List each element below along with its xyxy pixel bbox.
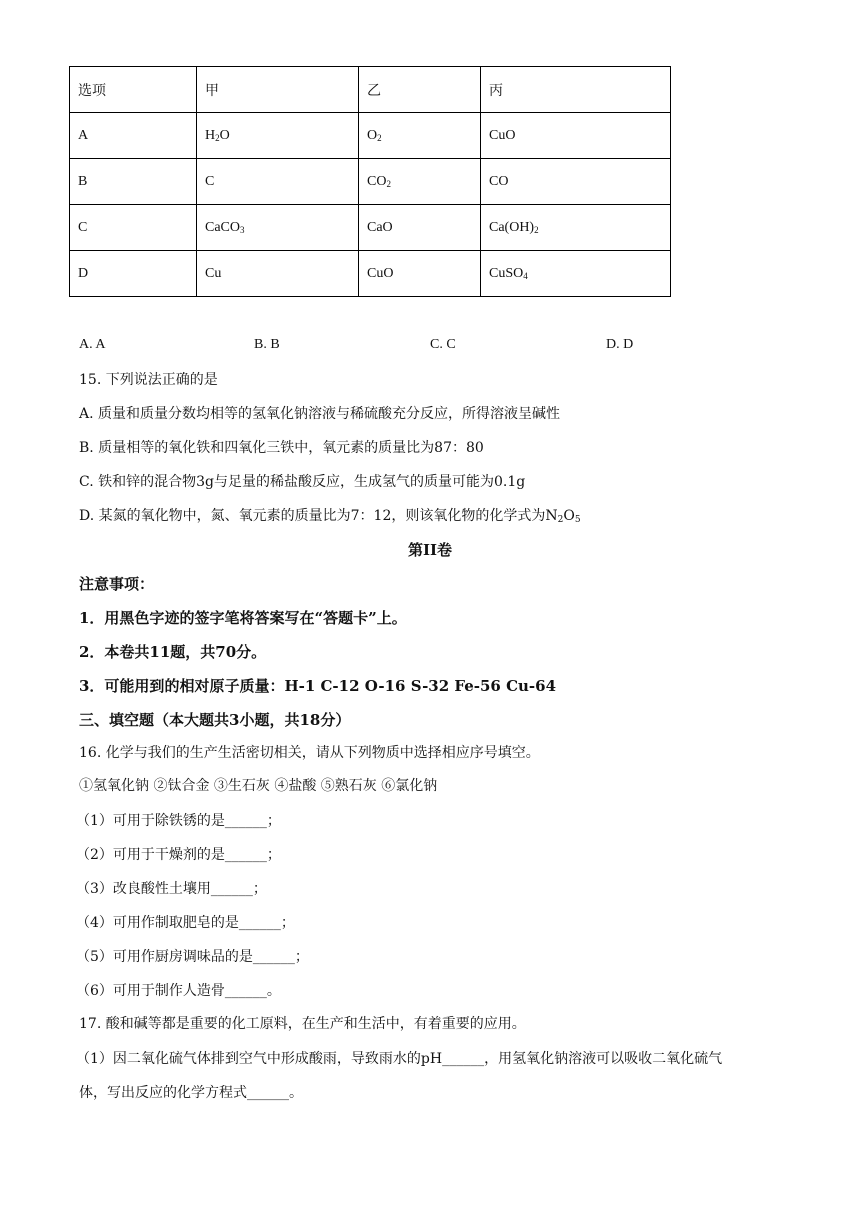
- q17-stem: 17. 酸和碱等都是重要的化工原料，在生产和生活中，有着重要的应用。: [79, 1016, 526, 1032]
- q16-subquestion: （6）可用于制作人造骨______。: [76, 983, 281, 999]
- table-header-cell: 丙: [481, 67, 671, 113]
- formula-subscript: 2: [377, 132, 382, 143]
- formula-part: CaCO: [205, 219, 240, 235]
- table-cell: CaO: [359, 205, 481, 251]
- formula-part: H: [205, 127, 216, 143]
- table-header-cell: 选项: [70, 67, 197, 113]
- q16-choices: ①氢氧化钠 ②钛合金 ③生石灰 ④盐酸 ⑤熟石灰 ⑥氯化钠: [79, 778, 438, 794]
- formula-part: O: [367, 127, 378, 143]
- table-cell: C: [70, 205, 197, 251]
- table-cell: [197, 113, 359, 159]
- formula-part: O: [219, 127, 230, 143]
- table-row: [70, 113, 671, 159]
- table-cell: Cu: [197, 251, 359, 297]
- formula-part: CuSO: [489, 265, 524, 281]
- table-cell: [197, 205, 359, 251]
- table-header-cell: 乙: [359, 67, 481, 113]
- q15-stem: 15. 下列说法正确的是: [79, 372, 218, 388]
- table-cell: A: [70, 113, 197, 159]
- table-cell: [359, 159, 481, 205]
- formula-subscript: 2: [557, 515, 564, 525]
- table-cell: [359, 113, 481, 159]
- q16-subquestion: （5）可用作厨房调味品的是______；: [76, 949, 309, 965]
- formula-subscript: 3: [240, 224, 245, 235]
- formula-subscript: 4: [523, 270, 528, 281]
- q16-subquestion: （1）可用于除铁锈的是______；: [76, 813, 281, 829]
- q15-option-b: B. 质量相等的氧化铁和四氧化三铁中，氧元素的质量比为87：80: [79, 440, 484, 456]
- table-row: [70, 205, 671, 251]
- q16-subquestion: （3）改良酸性土壤用______；: [76, 881, 267, 897]
- section-title: 第II卷: [407, 541, 453, 559]
- table-row: [70, 251, 671, 297]
- q16-subquestion: （2）可用于干燥剂的是______；: [76, 847, 281, 863]
- option-d: D. D: [606, 337, 634, 352]
- table-row: [70, 159, 671, 205]
- table-cell: D: [70, 251, 197, 297]
- formula-subscript: 5: [574, 515, 581, 525]
- table-cell: CuO: [481, 113, 671, 159]
- option-b: B. B: [254, 337, 280, 352]
- formula-subscript: 2: [386, 178, 391, 189]
- formula-part: O: [563, 508, 575, 524]
- q17-subquestion: （1）因二氧化硫气体排到空气中形成酸雨，导致雨水的pH______，用氢氧化钠溶液可以吸收二氧化硫气: [76, 1051, 723, 1067]
- table-header-row: [70, 67, 671, 113]
- note-item: 3．可能用到的相对原子质量：H-1 C-12 O-16 S-32 Fe-56 Cu-64: [79, 677, 557, 695]
- q15-option-a: A. 质量和质量分数均相等的氢氧化钠溶液与稀硫酸充分反应，所得溶液呈碱性: [79, 406, 561, 422]
- answer-options-table: [69, 66, 671, 297]
- table-cell: CuO: [359, 251, 481, 297]
- table-cell: CO: [481, 159, 671, 205]
- q16-stem: 16. 化学与我们的生产生活密切相关，请从下列物质中选择相应序号填空。: [79, 745, 540, 761]
- q15-option-c: C. 铁和锌的混合物3g与足量的稀盐酸反应，生成氢气的质量可能为0.1g: [79, 474, 526, 490]
- q15-option-d-text: D. 某氮的氧化物中，氮、氧元素的质量比为7：12，则该氧化物的化学式为N: [79, 508, 558, 524]
- formula-subscript: 2: [215, 132, 220, 143]
- formula-part: CO: [367, 173, 387, 189]
- notes-title: 注意事项：: [79, 575, 155, 593]
- table-cell: [481, 205, 671, 251]
- table-cell: B: [70, 159, 197, 205]
- q17-subquestion-cont: 体，写出反应的化学方程式______。: [79, 1085, 303, 1101]
- formula-part: Ca(OH): [489, 219, 535, 235]
- q16-subquestion: （4）可用作制取肥皂的是______；: [76, 915, 295, 931]
- table-header-cell: 甲: [197, 67, 359, 113]
- formula-subscript: 2: [534, 224, 539, 235]
- note-item: 1．用黑色字迹的签字笔将答案写在“答题卡”上。: [79, 609, 407, 627]
- table-cell: C: [197, 159, 359, 205]
- q15-option-d: [79, 506, 581, 526]
- part-title: 三、填空题（本大题共3小题，共18分）: [79, 711, 351, 729]
- option-a: A. A: [79, 337, 106, 352]
- option-c: C. C: [430, 337, 456, 352]
- table-cell: [481, 251, 671, 297]
- note-item: 2．本卷共11题，共70分。: [79, 643, 267, 661]
